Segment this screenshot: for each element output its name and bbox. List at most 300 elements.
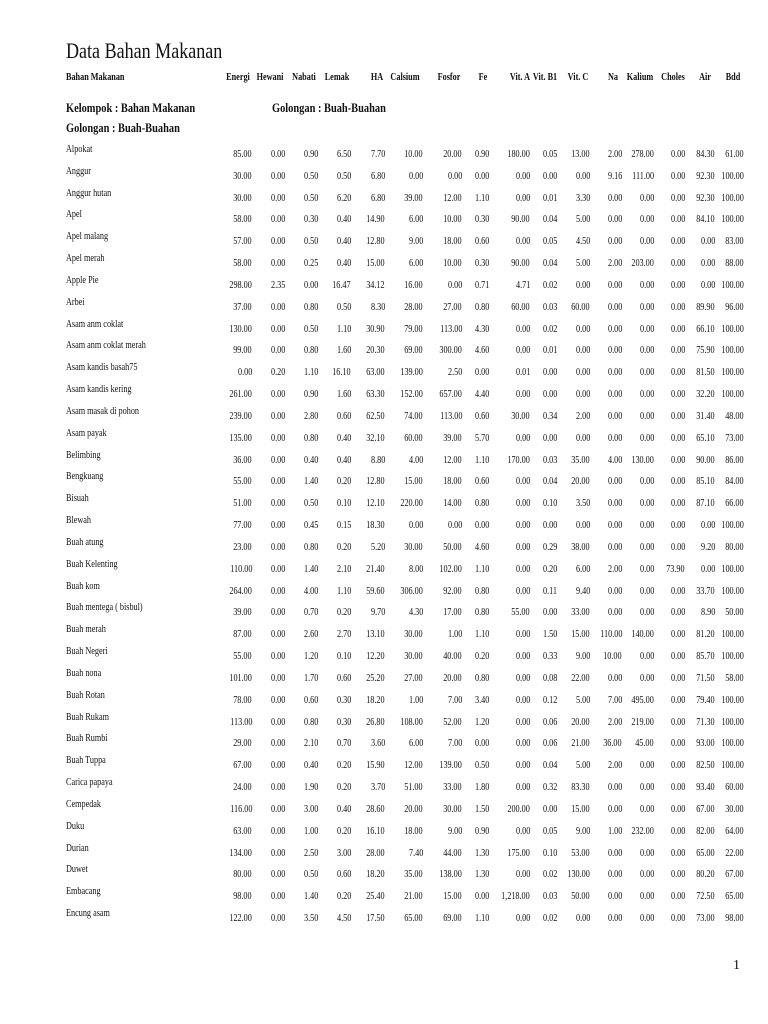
table-row: [0, 275, 768, 289]
table-cell: 90.00: [696, 454, 715, 466]
table-cell: 51.00: [233, 498, 252, 510]
table-cell: 0.00: [515, 345, 530, 357]
table-cell: 0.00: [700, 279, 715, 291]
table-cell: 38.00: [571, 541, 590, 553]
table-cell: 2.00: [607, 563, 622, 575]
table-cell: 48.00: [725, 410, 744, 422]
table-cell: 0.00: [270, 672, 285, 684]
table-cell: 35.00: [571, 454, 590, 466]
food-name: Durian: [66, 842, 89, 854]
table-cell: 0.00: [408, 170, 423, 182]
table-cell: 0.00: [670, 629, 685, 641]
table-cell: 0.00: [670, 847, 685, 859]
table-cell: 39.00: [404, 192, 423, 204]
table-cell: 12.10: [366, 498, 385, 510]
table-cell: 0.80: [303, 432, 318, 444]
food-name: Apel: [66, 209, 82, 221]
table-cell: 0.40: [336, 432, 351, 444]
table-cell: 39.00: [233, 607, 252, 619]
table-cell: 306.00: [400, 585, 423, 597]
table-cell: 12.00: [443, 192, 462, 204]
table-cell: 264.00: [229, 585, 252, 597]
table-cell: 100.00: [721, 367, 744, 379]
table-cell: 0.00: [237, 367, 252, 379]
table-cell: 0.00: [670, 803, 685, 815]
table-cell: 65.00: [725, 891, 744, 903]
food-name: Buah Negeri: [66, 646, 108, 658]
table-cell: 85.70: [696, 651, 715, 663]
table-cell: 59.60: [366, 585, 385, 597]
table-cell: 1.00: [447, 629, 462, 641]
table-cell: 15.00: [571, 803, 590, 815]
table-cell: 0.00: [639, 869, 654, 881]
table-cell: 2.00: [607, 258, 622, 270]
table-cell: 83.30: [571, 782, 590, 794]
table-cell: 1.80: [474, 782, 489, 794]
table-cell: 0.00: [639, 236, 654, 248]
table-cell: 36.00: [233, 454, 252, 466]
table-cell: 0.80: [474, 585, 489, 597]
table-cell: 73.90: [666, 563, 685, 575]
table-cell: 2.00: [575, 410, 590, 422]
table-cell: 0.00: [270, 760, 285, 772]
table-cell: 100.00: [721, 520, 744, 532]
table-cell: 16.00: [404, 279, 423, 291]
table-cell: 113.00: [439, 323, 462, 335]
table-row: [0, 384, 768, 401]
table-cell: 0.00: [270, 716, 285, 728]
table-cell: 100.00: [721, 563, 744, 575]
table-cell: 0.60: [336, 672, 351, 684]
table-cell: 0.00: [639, 432, 654, 444]
table-cell: 10.00: [404, 149, 423, 160]
table-cell: 9.00: [575, 825, 590, 837]
table-cell: 0.00: [270, 563, 285, 575]
table-cell: 53.00: [571, 847, 590, 859]
table-cell: 140.00: [631, 629, 654, 641]
table-cell: 0.00: [270, 607, 285, 619]
table-cell: 0.00: [639, 389, 654, 401]
table-cell: 0.00: [270, 825, 285, 837]
column-header: Na: [607, 72, 619, 83]
table-cell: 0.00: [270, 913, 285, 925]
table-cell: 0.00: [515, 629, 530, 641]
table-cell: 0.02: [542, 323, 557, 335]
table-cell: 152.00: [400, 389, 423, 401]
table-cell: 0.00: [270, 782, 285, 794]
column-header: Nabati: [292, 72, 316, 83]
table-cell: 7.00: [447, 738, 462, 750]
table-row: [0, 581, 768, 595]
table-cell: 116.00: [229, 803, 252, 815]
table-cell: 6.20: [336, 192, 351, 204]
table-cell: 82.00: [696, 825, 715, 837]
table-cell: 5.20: [370, 541, 385, 553]
table-cell: 261.00: [229, 389, 252, 401]
table-row: [0, 253, 768, 270]
column-header: Vit. B1: [532, 72, 558, 83]
table-cell: 0.33: [542, 651, 557, 663]
table-cell: 0.00: [607, 520, 622, 532]
table-cell: 0.00: [515, 672, 530, 684]
table-cell: 71.50: [696, 672, 715, 684]
table-cell: 65.10: [696, 432, 715, 444]
table-cell: 0.00: [639, 279, 654, 291]
table-cell: 1.40: [303, 891, 318, 903]
table-cell: 108.00: [400, 716, 423, 728]
table-cell: 0.32: [542, 782, 557, 794]
table-cell: 0.00: [515, 651, 530, 663]
table-cell: 0.80: [474, 607, 489, 619]
table-cell: 50.00: [725, 607, 744, 619]
table-cell: 0.00: [270, 541, 285, 553]
table-cell: 0.00: [639, 847, 654, 859]
table-cell: 80.00: [725, 541, 744, 553]
table-cell: 100.00: [721, 214, 744, 226]
table-cell: 0.00: [670, 389, 685, 401]
table-cell: 14.00: [443, 498, 462, 510]
table-cell: 0.50: [303, 869, 318, 881]
table-cell: 81.50: [696, 367, 715, 379]
table-cell: 62.50: [366, 410, 385, 422]
table-cell: 0.04: [542, 760, 557, 772]
table-cell: 0.00: [670, 782, 685, 794]
table-cell: 0.00: [670, 825, 685, 837]
table-cell: 0.00: [607, 323, 622, 335]
table-cell: 0.00: [639, 563, 654, 575]
column-header: Bahan Makanan: [66, 72, 125, 83]
table-cell: 5.00: [575, 258, 590, 270]
table-cell: 0.00: [639, 323, 654, 335]
table-cell: 0.00: [474, 520, 489, 532]
table-cell: 0.00: [670, 738, 685, 750]
table-cell: 0.00: [670, 585, 685, 597]
table-cell: 0.03: [542, 454, 557, 466]
table-cell: 93.00: [696, 738, 715, 750]
table-cell: 100.00: [721, 345, 744, 357]
table-cell: 1.10: [336, 323, 351, 335]
table-cell: 0.00: [607, 432, 622, 444]
food-name: Apel merah: [66, 253, 105, 265]
table-cell: 170.00: [507, 454, 530, 466]
table-cell: 0.00: [670, 192, 685, 204]
table-cell: 100.00: [721, 651, 744, 663]
column-header: Fe: [478, 72, 488, 83]
table-cell: 0.40: [336, 236, 351, 248]
table-cell: 18.00: [404, 825, 423, 837]
table-cell: 0.00: [607, 498, 622, 510]
table-cell: 0.20: [270, 367, 285, 379]
table-cell: 0.00: [270, 694, 285, 706]
table-cell: 175.00: [507, 847, 530, 859]
table-cell: 0.50: [303, 236, 318, 248]
table-cell: 6.80: [370, 192, 385, 204]
table-cell: 0.00: [515, 389, 530, 401]
table-cell: 63.00: [233, 825, 252, 837]
table-cell: 130.00: [229, 323, 252, 335]
table-cell: 113.00: [439, 410, 462, 422]
table-row: [0, 450, 768, 464]
food-name: Arbei: [66, 296, 85, 308]
table-cell: 0.30: [474, 258, 489, 270]
table-cell: 30.00: [725, 803, 744, 815]
table-cell: 134.00: [229, 847, 252, 859]
table-cell: 33.70: [696, 585, 715, 597]
table-cell: 135.00: [229, 432, 252, 444]
food-name: Buah Kelenting: [66, 558, 118, 570]
table-cell: 18.20: [366, 869, 385, 881]
table-cell: 55.00: [233, 651, 252, 663]
table-cell: 13.00: [571, 149, 590, 160]
table-cell: 84.00: [725, 476, 744, 488]
food-name: Duku: [66, 820, 85, 832]
table-cell: 84.10: [696, 214, 715, 226]
food-name: Buah mentega ( bisbul): [66, 602, 143, 614]
table-cell: 122.00: [229, 913, 252, 925]
table-cell: 0.00: [447, 520, 462, 532]
table-cell: 9.40: [575, 585, 590, 597]
table-cell: 1.20: [474, 716, 489, 728]
table-cell: 0.00: [700, 258, 715, 270]
food-name: Buah kom: [66, 580, 100, 592]
table-cell: 18.20: [366, 694, 385, 706]
table-row: [0, 559, 768, 573]
table-cell: 0.04: [542, 258, 557, 270]
table-cell: 0.60: [336, 410, 351, 422]
table-cell: 0.30: [336, 716, 351, 728]
table-cell: 0.00: [670, 498, 685, 510]
table-cell: 0.00: [607, 214, 622, 226]
table-cell: 0.50: [474, 760, 489, 772]
table-cell: 20.00: [571, 476, 590, 488]
table-cell: 85.00: [233, 149, 252, 160]
table-cell: 8.80: [370, 454, 385, 466]
table-cell: 3.30: [575, 192, 590, 204]
table-cell: 0.00: [270, 585, 285, 597]
table-cell: 0.00: [639, 760, 654, 772]
table-cell: 0.45: [303, 520, 318, 532]
table-cell: 60.00: [404, 432, 423, 444]
table-cell: 0.00: [639, 541, 654, 553]
table-cell: 1.10: [474, 629, 489, 641]
table-cell: 0.00: [670, 891, 685, 903]
table-cell: 100.00: [721, 170, 744, 182]
table-cell: 98.00: [233, 891, 252, 903]
table-cell: 2.50: [303, 847, 318, 859]
table-row: [0, 319, 768, 333]
table-cell: 0.50: [336, 170, 351, 182]
table-cell: 0.00: [670, 301, 685, 313]
table-cell: 28.00: [366, 847, 385, 859]
table-row: [0, 690, 768, 704]
table-cell: 0.00: [270, 214, 285, 226]
table-cell: 0.00: [670, 672, 685, 684]
table-row: [0, 624, 768, 641]
food-name: Embacang: [66, 886, 101, 898]
table-cell: 87.00: [233, 629, 252, 641]
table-cell: 88.00: [725, 258, 744, 270]
table-cell: 100.00: [721, 760, 744, 772]
column-header: Vit. C: [567, 72, 589, 83]
table-cell: 0.00: [639, 913, 654, 925]
table-cell: 0.00: [515, 170, 530, 182]
table-cell: 110.00: [229, 563, 252, 575]
table-cell: 1.10: [474, 563, 489, 575]
table-row: [0, 821, 768, 835]
table-cell: 90.00: [511, 258, 530, 270]
table-cell: 1.60: [336, 345, 351, 357]
table-row: [0, 144, 768, 158]
table-cell: 0.00: [639, 301, 654, 313]
table-cell: 0.30: [474, 214, 489, 226]
table-cell: 18.30: [366, 520, 385, 532]
table-cell: 0.00: [670, 454, 685, 466]
table-cell: 0.20: [542, 563, 557, 575]
table-cell: 0.10: [542, 498, 557, 510]
table-cell: 0.01: [542, 192, 557, 204]
table-cell: 0.40: [336, 214, 351, 226]
table-cell: 0.00: [670, 760, 685, 772]
table-cell: 0.20: [336, 541, 351, 553]
table-cell: 25.40: [366, 891, 385, 903]
table-cell: 28.00: [404, 301, 423, 313]
table-cell: 4.50: [575, 236, 590, 248]
table-cell: 18.00: [443, 476, 462, 488]
food-name: Asam anm coklat: [66, 318, 124, 330]
table-cell: 0.00: [542, 803, 557, 815]
table-cell: 66.10: [696, 323, 715, 335]
table-cell: 0.00: [670, 716, 685, 728]
table-cell: 30.00: [404, 651, 423, 663]
table-cell: 0.60: [474, 236, 489, 248]
table-cell: 57.00: [233, 236, 252, 248]
table-cell: 89.90: [696, 301, 715, 313]
table-row: [0, 843, 768, 857]
table-row: [0, 471, 768, 488]
table-cell: 0.40: [336, 258, 351, 270]
table-cell: 2.70: [336, 629, 351, 641]
table-cell: 10.00: [443, 258, 462, 270]
column-header: Bdd: [725, 72, 741, 83]
table-cell: 66.00: [725, 498, 744, 510]
table-row: [0, 428, 768, 442]
table-cell: 4.40: [474, 389, 489, 401]
table-cell: 0.00: [515, 913, 530, 925]
table-cell: 0.00: [607, 367, 622, 379]
table-cell: 0.08: [542, 672, 557, 684]
table-cell: 0.00: [575, 170, 590, 182]
table-cell: 81.20: [696, 629, 715, 641]
table-cell: 0.10: [336, 651, 351, 663]
table-cell: 100.00: [721, 279, 744, 291]
table-row: [0, 493, 768, 510]
table-cell: 21.40: [366, 563, 385, 575]
table-cell: 92.30: [696, 192, 715, 204]
food-name: Asam anm coklat merah: [66, 340, 146, 352]
table-cell: 0.00: [670, 236, 685, 248]
table-cell: 2.80: [303, 410, 318, 422]
table-cell: 3.00: [303, 803, 318, 815]
table-cell: 60.00: [511, 301, 530, 313]
table-cell: 0.50: [303, 192, 318, 204]
table-cell: 0.00: [474, 891, 489, 903]
table-row: [0, 340, 768, 357]
table-cell: 110.00: [599, 629, 622, 641]
table-cell: 6.00: [408, 214, 423, 226]
table-cell: 0.00: [670, 541, 685, 553]
table-cell: 0.00: [670, 149, 685, 160]
table-cell: 0.20: [336, 476, 351, 488]
table-cell: 100.00: [721, 716, 744, 728]
table-header: [0, 72, 768, 86]
table-cell: 0.11: [542, 585, 557, 597]
table-cell: 1.30: [474, 847, 489, 859]
table-cell: 0.00: [607, 782, 622, 794]
table-cell: 0.00: [542, 520, 557, 532]
table-cell: 0.10: [542, 847, 557, 859]
table-cell: 65.00: [696, 847, 715, 859]
table-cell: 8.30: [370, 301, 385, 313]
table-cell: 7.40: [408, 847, 423, 859]
table-cell: 7.00: [607, 694, 622, 706]
table-cell: 0.00: [515, 498, 530, 510]
table-cell: 239.00: [229, 410, 252, 422]
column-header: Kalium: [626, 72, 654, 83]
table-row: [0, 515, 768, 532]
table-cell: 0.00: [639, 367, 654, 379]
table-cell: 5.00: [575, 694, 590, 706]
table-cell: 0.00: [515, 236, 530, 248]
table-cell: 60.00: [571, 301, 590, 313]
table-cell: 0.00: [670, 410, 685, 422]
table-cell: 0.80: [474, 498, 489, 510]
table-cell: 0.00: [607, 236, 622, 248]
table-cell: 0.00: [607, 301, 622, 313]
food-name: Asam kandis basah75: [66, 362, 138, 374]
table-cell: 1.10: [303, 367, 318, 379]
table-cell: 2.00: [607, 149, 622, 160]
table-cell: 77.00: [233, 520, 252, 532]
table-cell: 0.00: [700, 563, 715, 575]
table-cell: 0.00: [270, 192, 285, 204]
table-cell: 58.00: [725, 672, 744, 684]
table-cell: 33.00: [443, 782, 462, 794]
table-cell: 8.90: [700, 607, 715, 619]
table-cell: 0.00: [270, 170, 285, 182]
table-cell: 0.00: [270, 236, 285, 248]
table-cell: 0.50: [303, 498, 318, 510]
table-cell: 1.10: [474, 454, 489, 466]
table-cell: 0.60: [303, 694, 318, 706]
table-cell: 0.20: [336, 760, 351, 772]
table-row: [0, 188, 768, 202]
table-cell: 31.40: [696, 410, 715, 422]
table-cell: 0.20: [336, 891, 351, 903]
table-cell: 84.30: [696, 149, 715, 160]
table-cell: 34.12: [366, 279, 385, 291]
table-cell: 0.00: [700, 236, 715, 248]
table-cell: 1.50: [474, 803, 489, 815]
table-cell: 15.90: [366, 760, 385, 772]
table-cell: 9.00: [575, 651, 590, 663]
table-cell: 180.00: [507, 149, 530, 160]
table-cell: 0.00: [515, 869, 530, 881]
table-cell: 33.00: [571, 607, 590, 619]
table-cell: 40.00: [443, 651, 462, 663]
food-name: Carica papaya: [66, 777, 113, 789]
table-cell: 79.40: [696, 694, 715, 706]
table-cell: 298.00: [229, 279, 252, 291]
